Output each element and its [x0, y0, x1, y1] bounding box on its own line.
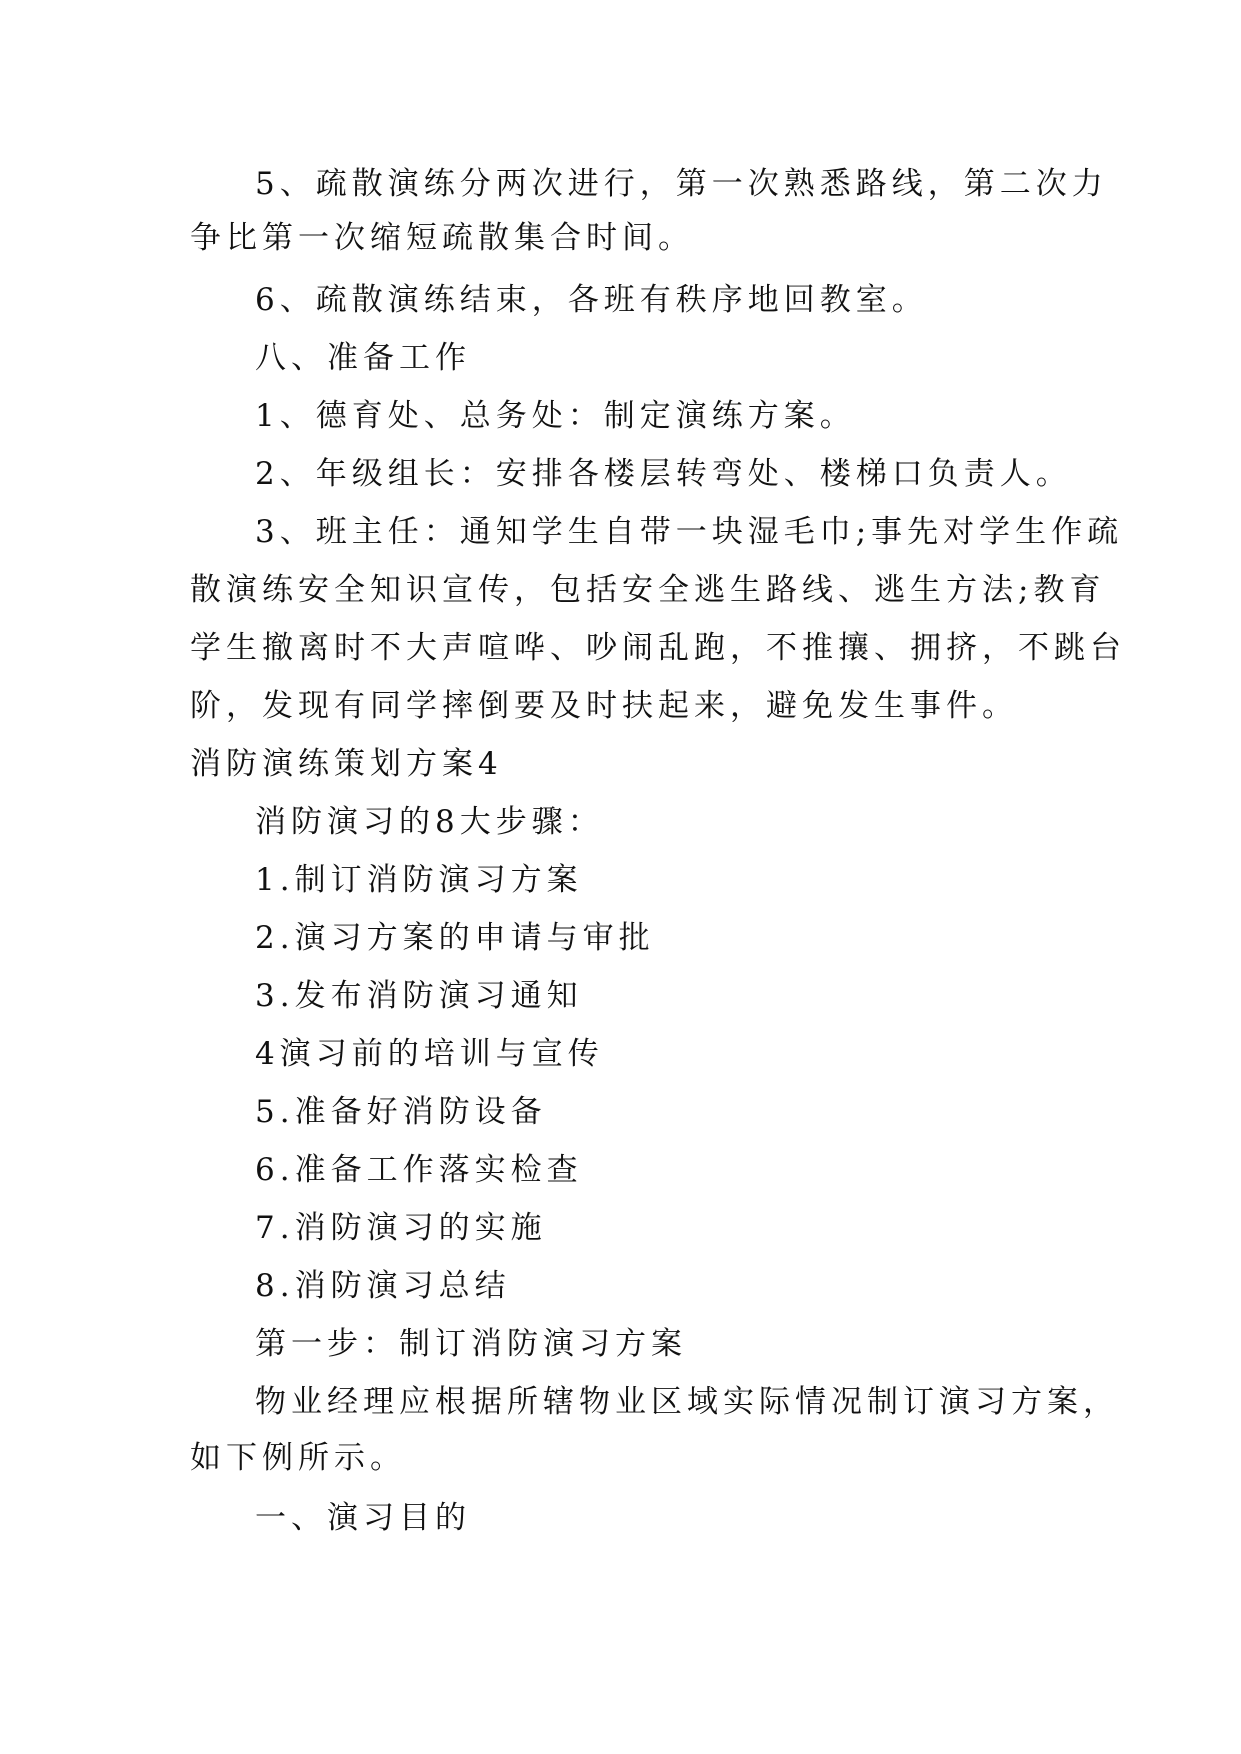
- paragraph-line: 学生撤离时不大声喧哗、吵闹乱跑，不推攘、拥挤，不跳台: [190, 630, 1126, 666]
- paragraph-line: 消防演习的8大步骤：: [255, 804, 604, 840]
- section-heading: 一、演习目的: [255, 1500, 471, 1536]
- paragraph-line: 争比第一次缩短疏散集合时间。: [190, 220, 694, 256]
- document-title: 消防演练策划方案4: [190, 746, 503, 782]
- list-item: 7.消防演习的实施: [255, 1210, 547, 1246]
- list-item: 6.准备工作落实检查: [255, 1152, 583, 1188]
- list-item: 5.准备好消防设备: [255, 1094, 547, 1130]
- list-item: 2.演习方案的申请与审批: [255, 920, 655, 956]
- section-heading: 八、准备工作: [255, 340, 471, 376]
- paragraph-line: 物业经理应根据所辖物业区域实际情况制订演习方案，: [255, 1384, 1119, 1420]
- section-heading: 第一步：制订消防演习方案: [255, 1326, 687, 1362]
- paragraph-line: 阶，发现有同学摔倒要及时扶起来，避免发生事件。: [190, 688, 1018, 724]
- paragraph-line: 散演练安全知识宣传，包括安全逃生路线、逃生方法;教育: [190, 572, 1106, 608]
- paragraph-line: 1、德育处、总务处：制定演练方案。: [255, 398, 856, 434]
- list-item: 4演习前的培训与宣传: [255, 1036, 604, 1072]
- paragraph-line: 6、疏散演练结束，各班有秩序地回教室。: [255, 282, 928, 318]
- list-item: 1.制订消防演习方案: [255, 862, 583, 898]
- paragraph-line: 2、年级组长：安排各楼层转弯处、楼梯口负责人。: [255, 456, 1072, 492]
- paragraph-line: 5、疏散演练分两次进行，第一次熟悉路线，第二次力: [255, 166, 1108, 202]
- list-item: 3.发布消防演习通知: [255, 978, 583, 1014]
- paragraph-line: 3、班主任：通知学生自带一块湿毛巾;事先对学生作疏: [255, 514, 1124, 550]
- paragraph-line: 如下例所示。: [190, 1440, 406, 1476]
- list-item: 8.消防演习总结: [255, 1268, 511, 1304]
